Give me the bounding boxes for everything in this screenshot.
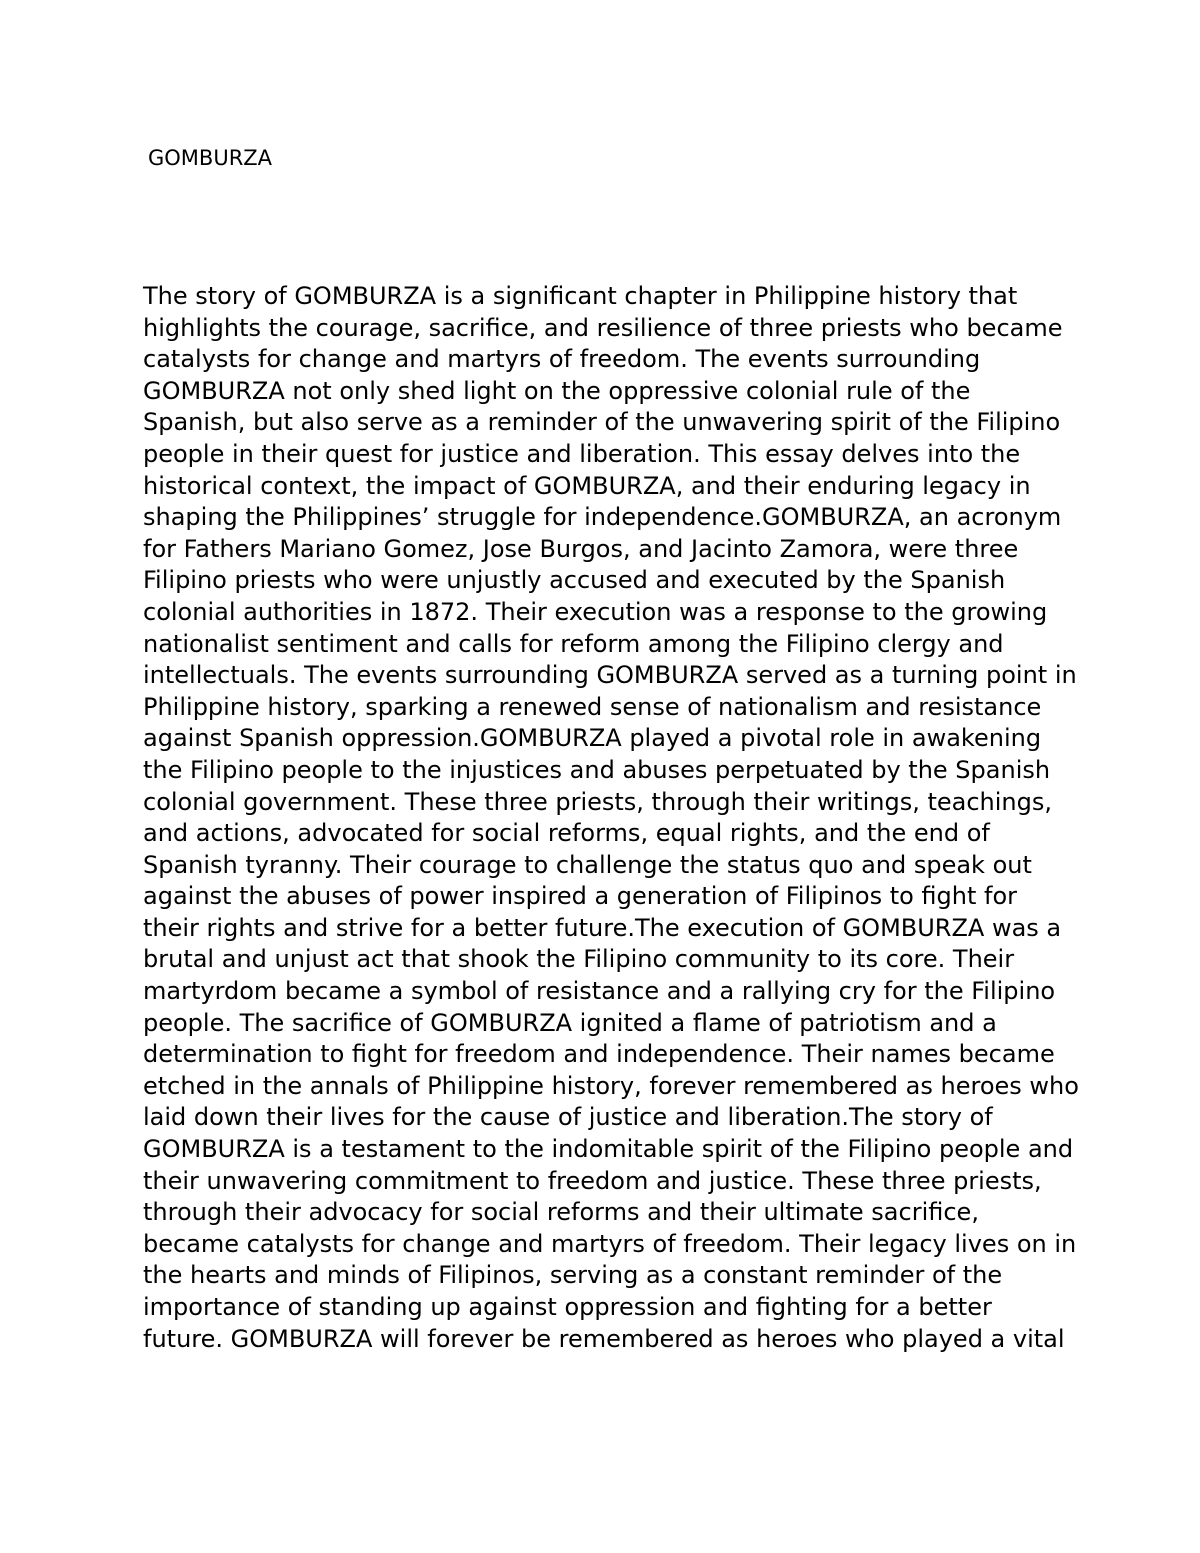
body-line: against Spanish oppression.GOMBURZA played a pivotal role in awakening bbox=[143, 724, 1042, 753]
body-line: people. The sacrifice of GOMBURZA ignited a flame of patriotism and a bbox=[143, 1008, 997, 1037]
body-line: brutal and unjust act that shook the Filipino community to its core. Their bbox=[143, 945, 1015, 974]
body-line: Filipino priests who were unjustly accused and executed by the Spanish bbox=[143, 566, 1006, 595]
body-line: colonial authorities in 1872. Their execution was a response to the growing bbox=[143, 597, 1048, 626]
body-line: highlights the courage, sacrifice, and resilience of three priests who became bbox=[143, 313, 1063, 342]
body-line: historical context, the impact of GOMBURZA, and their enduring legacy in bbox=[143, 471, 1031, 500]
document-body bbox=[143, 281, 1103, 1355]
body-line: nationalist sentiment and calls for reform among the Filipino clergy and bbox=[143, 629, 1004, 658]
body-line: catalysts for change and martyrs of freedom. The events surrounding bbox=[143, 345, 981, 374]
body-line: their unwavering commitment to freedom and justice. These three priests, bbox=[143, 1166, 1042, 1195]
body-line: against the abuses of power inspired a generation of Filipinos to fight for bbox=[143, 882, 1018, 911]
body-line: people in their quest for justice and liberation. This essay delves into the bbox=[143, 439, 1021, 468]
body-line: future. GOMBURZA will forever be remembered as heroes who played a vital bbox=[143, 1324, 1065, 1353]
body-line: Philippine history, sparking a renewed sense of nationalism and resistance bbox=[143, 692, 1042, 721]
body-line: GOMBURZA is a testament to the indomitable spirit of the Filipino people and bbox=[143, 1135, 1074, 1164]
body-line: GOMBURZA not only shed light on the oppressive colonial rule of the bbox=[143, 376, 971, 405]
body-line: The story of GOMBURZA is a significant chapter in Philippine history that bbox=[143, 282, 1018, 310]
body-line: etched in the annals of Philippine history, forever remembered as heroes who bbox=[143, 1071, 1079, 1100]
body-line: their rights and strive for a better future.The execution of GOMBURZA was a bbox=[143, 913, 1062, 942]
body-line: intellectuals. The events surrounding GOMBURZA served as a turning point in bbox=[143, 661, 1077, 690]
body-line: importance of standing up against oppression and fighting for a better bbox=[143, 1293, 992, 1321]
body-line: colonial government. These three priests, through their writings, teachings, bbox=[143, 787, 1053, 816]
body-line: and actions, advocated for social reforms, equal rights, and the end of bbox=[143, 819, 990, 848]
body-line: laid down their lives for the cause of justice and liberation.The story of bbox=[143, 1103, 993, 1132]
body-line: became catalysts for change and martyrs of freedom. Their legacy lives on in bbox=[143, 1229, 1077, 1258]
body-line: the hearts and minds of Filipinos, serving as a constant reminder of the bbox=[143, 1261, 1003, 1290]
body-line: martyrdom became a symbol of resistance and a rallying cry for the Filipino bbox=[143, 977, 1056, 1006]
document-title: GOMBURZA bbox=[148, 146, 273, 170]
body-line: the Filipino people to the injustices and abuses perpetuated by the Spanish bbox=[143, 755, 1051, 784]
body-line: Spanish tyranny. Their courage to challenge the status quo and speak out bbox=[143, 850, 1032, 879]
body-line: for Fathers Mariano Gomez, Jose Burgos, and Jacinto Zamora, were three bbox=[143, 534, 1019, 563]
body-line: through their advocacy for social reforms and their ultimate sacrifice, bbox=[143, 1198, 979, 1227]
body-line: shaping the Philippines’ struggle for independence.GOMBURZA, an acronym bbox=[143, 503, 1062, 532]
body-line: Spanish, but also serve as a reminder of the unwavering spirit of the Filipino bbox=[143, 408, 1061, 437]
body-line: determination to fight for freedom and independence. Their names became bbox=[143, 1040, 1055, 1069]
